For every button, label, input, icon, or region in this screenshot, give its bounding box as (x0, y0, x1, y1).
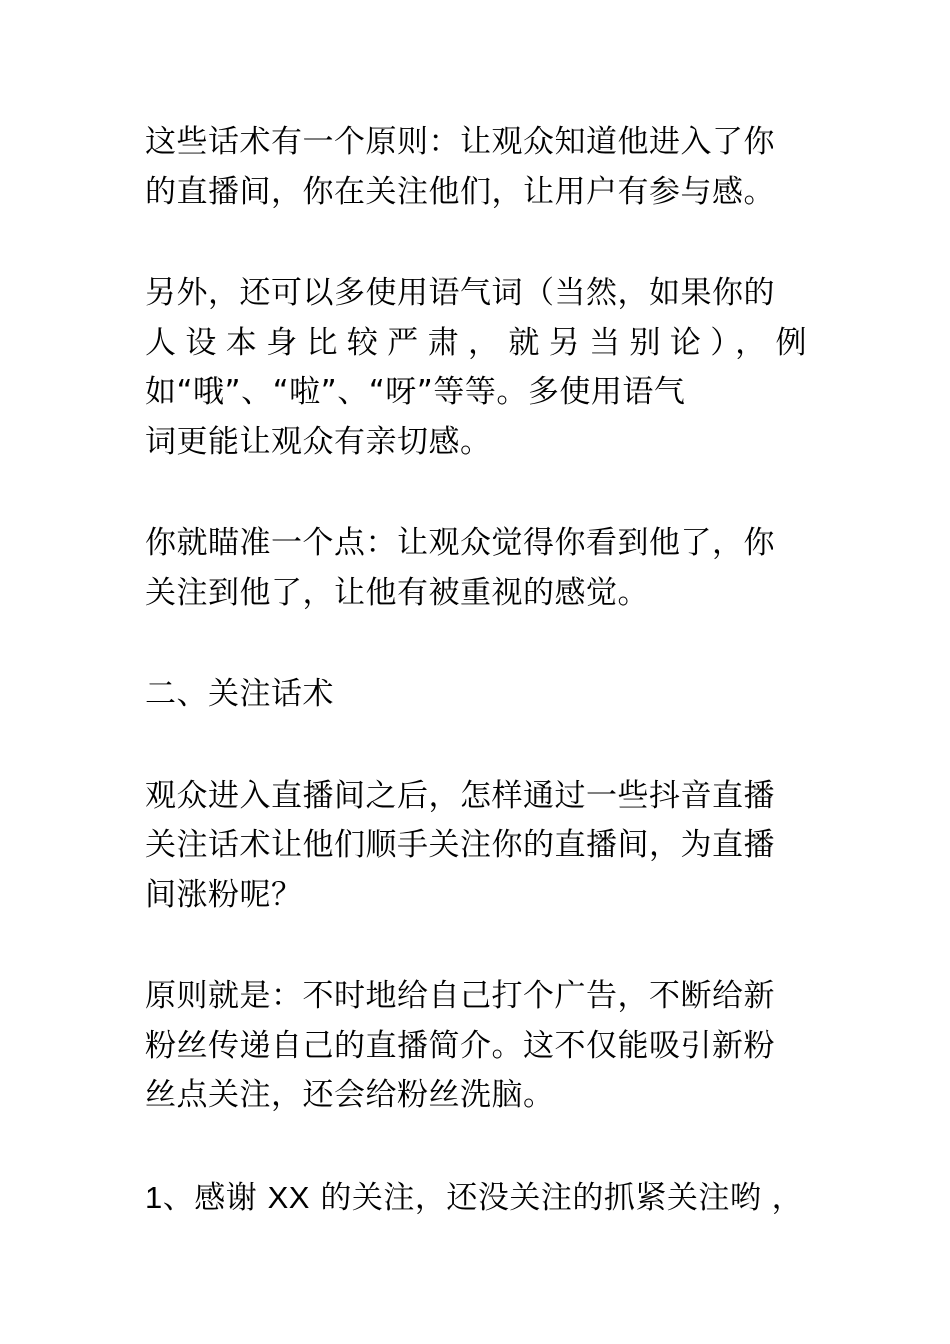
paragraph-follow-principle (145, 972, 807, 1121)
text-line: 词更能让观众有亲切感。 (145, 423, 492, 460)
text-line: 观众进入直播间之后，怎样通过一些抖音直播 (145, 777, 775, 814)
text-line: 间涨粉呢？ (145, 876, 303, 913)
text-line: 如“哦”、“啦”、“呀”等等。多使用语气 (145, 374, 686, 410)
text-line: 人设本身比较严肃，就另当别论），例 (145, 324, 807, 361)
text-line: 另外，还可以多使用语气词（当然，如果你的 (145, 275, 775, 311)
text-line: 关注到他了，让他有被重视的感觉。 (145, 574, 649, 611)
text-line: 这些话术有一个原则：让观众知道他进入了你 (145, 124, 775, 160)
paragraph-modal-particles (145, 269, 807, 467)
text-line: 你就瞄准一个点：让观众觉得你看到他了，你 (145, 525, 775, 561)
text-line: 关注话术让他们顺手关注你的直播间，为直播 (145, 827, 775, 863)
text-line: 原则就是：不时地给自己打个广告，不断给新 (145, 978, 775, 1014)
list-item-text: 、感谢 (162, 1179, 268, 1216)
list-item (145, 1173, 807, 1224)
list-item-text: 的关注，还没关注的抓紧关注哟 ， (309, 1179, 804, 1216)
text-line: 的直播间，你在关注他们，让用户有参与感。 (145, 173, 775, 210)
list-item-number: 1 (145, 1179, 163, 1215)
section-heading: 二、关注话术 (145, 676, 334, 712)
document-body (145, 118, 807, 1223)
paragraph-principle (145, 118, 807, 217)
text-line: 丝点关注，还会给粉丝洗脑。 (145, 1077, 555, 1113)
paragraph-follow-question (145, 772, 807, 921)
text-line: 粉丝传递自己的直播简介。这不仅能吸引新粉 (145, 1027, 775, 1064)
list-item-placeholder: XX (267, 1179, 310, 1215)
paragraph-focus-point (145, 519, 807, 618)
